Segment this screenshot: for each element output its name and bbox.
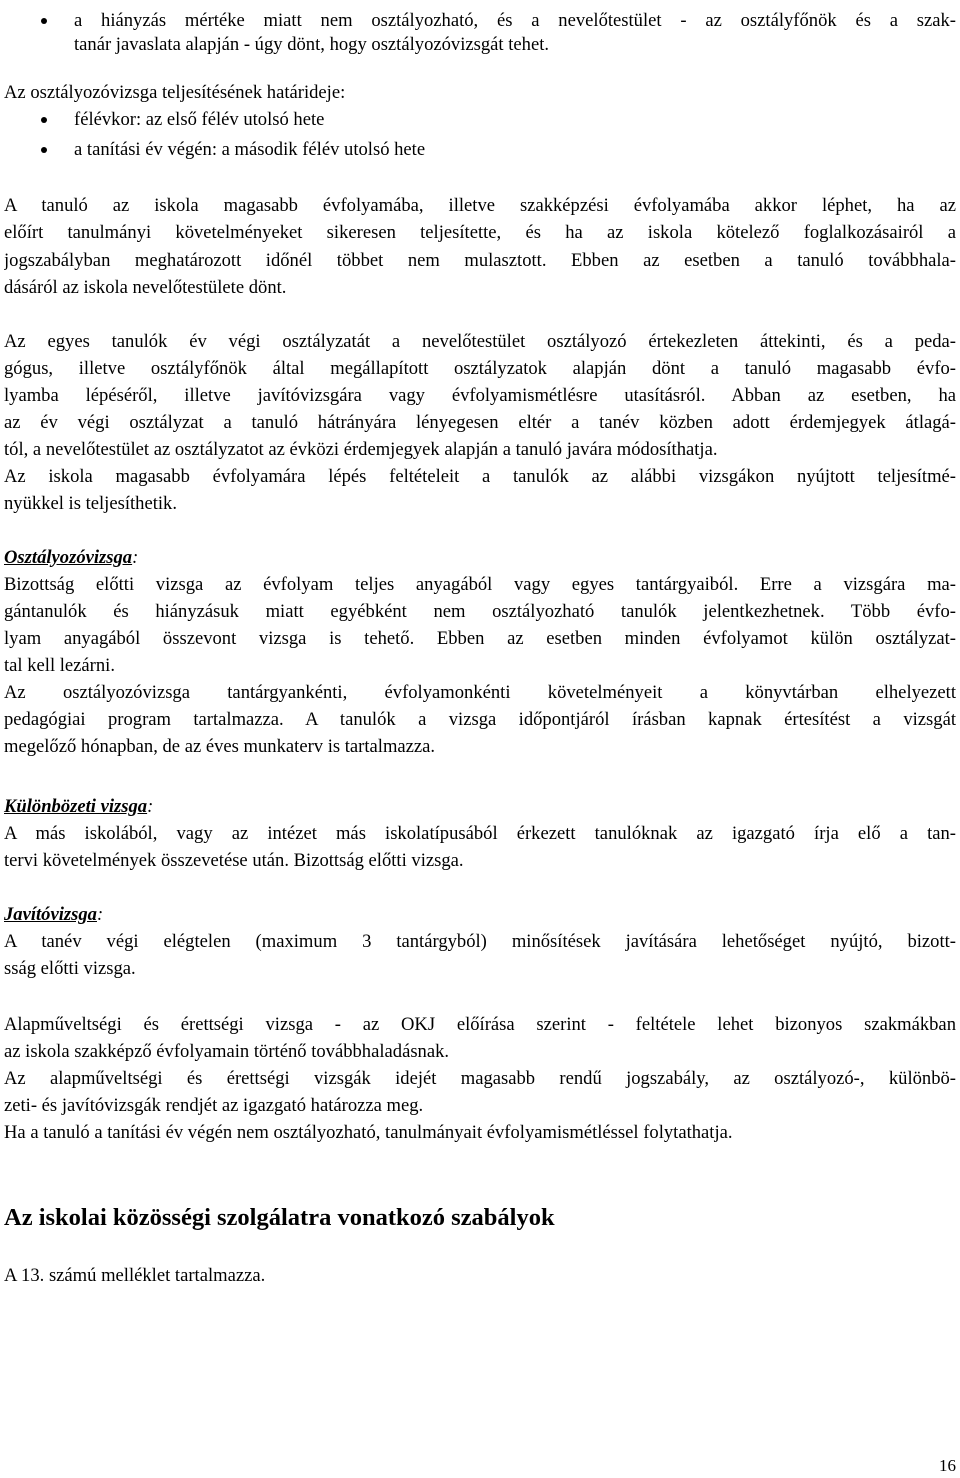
- bullet-icon: [41, 18, 47, 24]
- heading-text: Javítóvizsga: [4, 904, 97, 925]
- paragraph-line: jogszabályban meghatározott időnél többet nem mulasztott. Ebben az esetben a tanuló továbbhala-: [4, 250, 956, 271]
- paragraph-line: gántanulók és hiányzásuk miatt egyébként nem osztályozható tanulók jelentkezhetnek. Több évfo-: [4, 601, 956, 622]
- paragraph-line: az év végi osztályzat a tanuló hátrányára lényegesen eltér a tanév közben adott érdemjegyek átlagá-: [4, 412, 956, 433]
- paragraph-line: dásáról az iskola nevelőtestülete dönt.: [4, 277, 287, 298]
- paragraph-line: sság előtti vizsga.: [4, 958, 136, 979]
- heading-colon: :: [96, 904, 104, 925]
- paragraph-line: Az egyes tanulók év végi osztályzatát a nevelőtestület osztályozó értekezleten áttekinti, és a peda-: [4, 331, 956, 352]
- paragraph-line: pedagógiai program tartalmazza. A tanulók a vizsga időpontjáról írásban kapnak értesítést a vizsgát: [4, 709, 956, 730]
- section-text: A 13. számú melléklet tartalmazza.: [4, 1265, 266, 1286]
- paragraph-line: lyamba lépéséről, illetve javítóvizsgára vagy évfolyamismétlésre utasításról. Abban az esetben, ha: [4, 385, 956, 406]
- paragraph-line: tól, a nevelőtestület az osztályzatot az évközi érdemjegyek alapján a tanuló javára módosíthatja.: [4, 439, 718, 460]
- paragraph-line: előírt tanulmányi követelményeket sikeresen teljesítette, és ha az iskola kötelező foglalkozásairól a: [4, 222, 956, 243]
- heading-text: Különbözeti vizsga: [4, 796, 148, 817]
- paragraph-line: zeti- és javítóvizsgák rendjét az igazgató határozza meg.: [4, 1095, 424, 1116]
- section-heading-javitovizsga: [4, 903, 956, 927]
- bullet-icon: [41, 117, 47, 123]
- paragraph-line: az iskola szakképző évfolyamain történő továbbhaladásnak.: [4, 1041, 450, 1062]
- paragraph-line: A tanuló az iskola magasabb évfolyamába, illetve szakképzési évfolyamába akkor léphet, ha az: [4, 195, 956, 216]
- paragraph-line: nyükkel is teljesíthetik.: [4, 493, 177, 514]
- bullet-text-line: tanár javaslata alapján - úgy dönt, hogy osztályozóvizsgát tehet.: [74, 34, 550, 55]
- paragraph-line: A más iskolából, vagy az intézet más iskolatípusából érkezett tanulóknak az igazgató írja elő a tan-: [4, 823, 956, 844]
- section-heading-osztalyozovizsga: [4, 546, 956, 570]
- paragraph-line: megelőző hónapban, de az éves munkaterv is tartalmazza.: [4, 736, 436, 757]
- heading-text: Osztályozóvizsga: [4, 547, 133, 568]
- bullet-icon: [41, 147, 47, 153]
- heading-colon: :: [147, 796, 154, 817]
- paragraph-line: lyam anyagából összevont vizsga is tehető. Ebben az esetben minden évfolyamot külön osztályzat-: [4, 628, 956, 649]
- page-number: 16: [939, 1456, 956, 1475]
- paragraph-line: Az osztályozóvizsga tantárgyankénti, évfolyamonkénti követelményeit a könyvtárban elhelyezett: [4, 682, 956, 703]
- paragraph-line: Ha a tanuló a tanítási év végén nem osztályozható, tanulmányait évfolyamismétléssel folytathatja.: [4, 1122, 733, 1143]
- paragraph-line: Bizottság előtti vizsga az évfolyam teljes anyagából vagy egyes tantárgyaiból. Erre a vizsgára ma-: [4, 574, 956, 595]
- deadline-title: Az osztályozóvizsga teljesítésének határideje:: [4, 82, 346, 103]
- deadline-item: félévkor: az első félév utolsó hete: [74, 109, 325, 130]
- section-title: Az iskolai közösségi szolgálatra vonatkozó szabályok: [4, 1204, 555, 1231]
- paragraph-line: gógus, illetve osztályfőnök által megállapított osztályzatok alapján dönt a tanuló magasabb évfo-: [4, 358, 956, 379]
- paragraph-line: Az iskola magasabb évfolyamára lépés feltételeit a tanulók az alábbi vizsgákon nyújtott teljesítmé-: [4, 466, 956, 487]
- paragraph-line: tervi követelmények összevetése után. Bizottság előtti vizsga.: [4, 850, 464, 871]
- bullet-text-line: a hiányzás mértéke miatt nem osztályozható, és a nevelőtestület - az osztályfőnök és a szak-: [74, 10, 956, 31]
- paragraph-line: Alapműveltségi és érettségi vizsga - az OKJ előírása szerint - feltétele lehet bizonyos szakmákban: [4, 1014, 956, 1035]
- paragraph-line: A tanév végi elégtelen (maximum 3 tantárgyból) minősítések javítására lehetőséget nyújtó, bizott-: [4, 931, 956, 952]
- deadline-item: a tanítási év végén: a második félév utolsó hete: [74, 139, 426, 160]
- heading-colon: :: [132, 547, 139, 568]
- paragraph-line: tal kell lezárni.: [4, 655, 115, 676]
- section-heading-kulonbozeti-vizsga: [4, 795, 956, 819]
- paragraph-line: Az alapműveltségi és érettségi vizsgák idejét magasabb rendű jogszabály, az osztályozó-, különbö-: [4, 1068, 956, 1089]
